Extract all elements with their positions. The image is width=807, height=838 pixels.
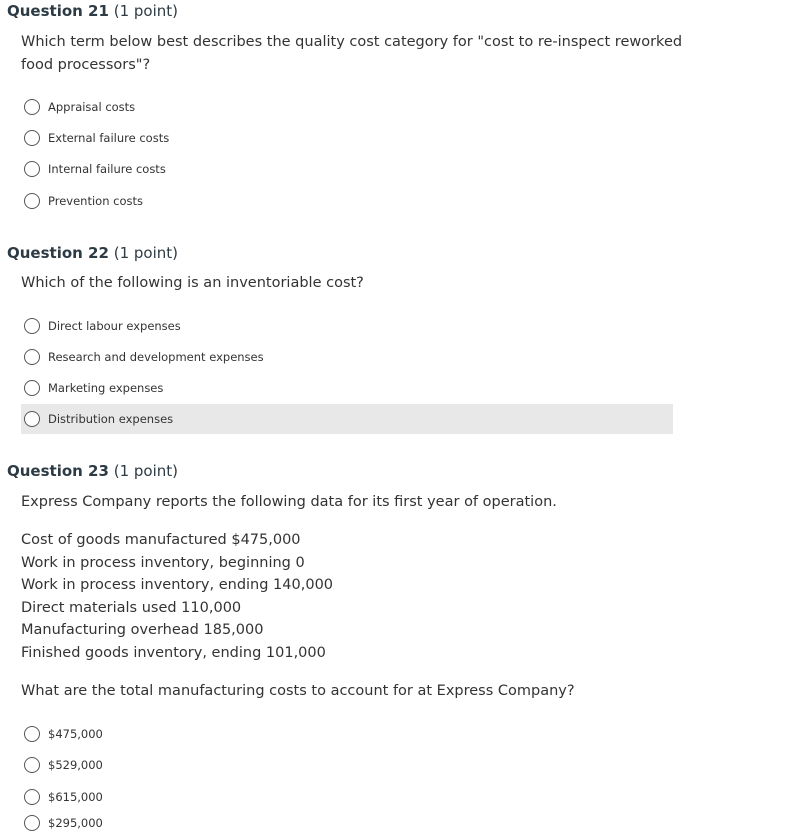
q21-option-internal-failure[interactable] bbox=[21, 154, 673, 184]
data-line: Work in process inventory, beginning 0 bbox=[21, 554, 305, 571]
q22-option-research-development[interactable] bbox=[21, 342, 673, 372]
radio-button[interactable] bbox=[24, 411, 40, 427]
prompt-line: What are the total manufacturing costs to account for at Express Company? bbox=[21, 683, 575, 699]
radio-button[interactable] bbox=[24, 380, 40, 396]
q22-option-direct-labour[interactable] bbox=[21, 311, 673, 341]
q22-option-marketing[interactable] bbox=[21, 373, 673, 403]
option-label: Internal failure costs bbox=[48, 162, 166, 176]
question-22-heading bbox=[7, 244, 178, 262]
option-label: $529,000 bbox=[48, 758, 103, 772]
q23-option-529000[interactable] bbox=[21, 750, 673, 780]
q21-option-appraisal[interactable] bbox=[21, 92, 673, 122]
question-points: (1 point) bbox=[113, 462, 178, 480]
radio-button[interactable] bbox=[24, 99, 40, 115]
data-line: Manufacturing overhead 185,000 bbox=[21, 622, 264, 639]
question-21-prompt bbox=[21, 31, 701, 77]
prompt-line: Which of the following is an inventoriable cost? bbox=[21, 275, 364, 291]
question-number: Question 21 bbox=[7, 2, 109, 20]
option-label: Distribution expenses bbox=[48, 412, 174, 426]
data-line: Cost of goods manufactured $475,000 bbox=[21, 532, 301, 548]
question-23-heading bbox=[7, 462, 178, 480]
q21-option-prevention[interactable] bbox=[21, 186, 673, 216]
question-23-prompt bbox=[21, 491, 701, 514]
question-23-data bbox=[21, 529, 333, 665]
radio-button[interactable] bbox=[24, 815, 40, 831]
option-label: Marketing expenses bbox=[48, 381, 164, 395]
question-number: Question 23 bbox=[7, 462, 109, 480]
question-23-ask bbox=[21, 680, 701, 703]
q22-option-distribution[interactable] bbox=[21, 404, 673, 434]
radio-button[interactable] bbox=[24, 193, 40, 209]
data-line: Work in process inventory, ending 140,000 bbox=[21, 577, 334, 594]
question-number: Question 22 bbox=[7, 244, 109, 262]
prompt-line: food processors"? bbox=[21, 57, 151, 73]
q23-option-295000[interactable] bbox=[21, 808, 673, 838]
option-label: $295,000 bbox=[48, 816, 103, 830]
question-21-heading bbox=[7, 2, 178, 20]
data-line: Direct materials used 110,000 bbox=[21, 599, 242, 616]
prompt-line: Express Company reports the following data for its first year of operation. bbox=[21, 494, 557, 510]
option-label: Research and development expenses bbox=[48, 350, 264, 364]
option-label: Direct labour expenses bbox=[48, 319, 181, 333]
question-points: (1 point) bbox=[113, 244, 178, 262]
prompt-line: Which term below best describes the quality cost category for "cost to re-inspect reworked bbox=[21, 34, 683, 50]
question-points: (1 point) bbox=[113, 2, 178, 20]
radio-button[interactable] bbox=[24, 161, 40, 177]
option-label: $475,000 bbox=[48, 727, 103, 741]
radio-button[interactable] bbox=[24, 130, 40, 146]
radio-button[interactable] bbox=[24, 726, 40, 742]
radio-button[interactable] bbox=[24, 318, 40, 334]
q21-option-external-failure[interactable] bbox=[21, 123, 673, 153]
radio-button[interactable] bbox=[24, 789, 40, 805]
radio-button[interactable] bbox=[24, 757, 40, 773]
data-line: Finished goods inventory, ending 101,000 bbox=[21, 644, 326, 661]
radio-button[interactable] bbox=[24, 349, 40, 365]
option-label: External failure costs bbox=[48, 131, 170, 145]
option-label: Prevention costs bbox=[48, 194, 143, 208]
option-label: Appraisal costs bbox=[48, 100, 136, 114]
q23-option-475000[interactable] bbox=[21, 719, 673, 749]
option-label: $615,000 bbox=[48, 790, 103, 804]
question-22-prompt bbox=[21, 272, 701, 295]
